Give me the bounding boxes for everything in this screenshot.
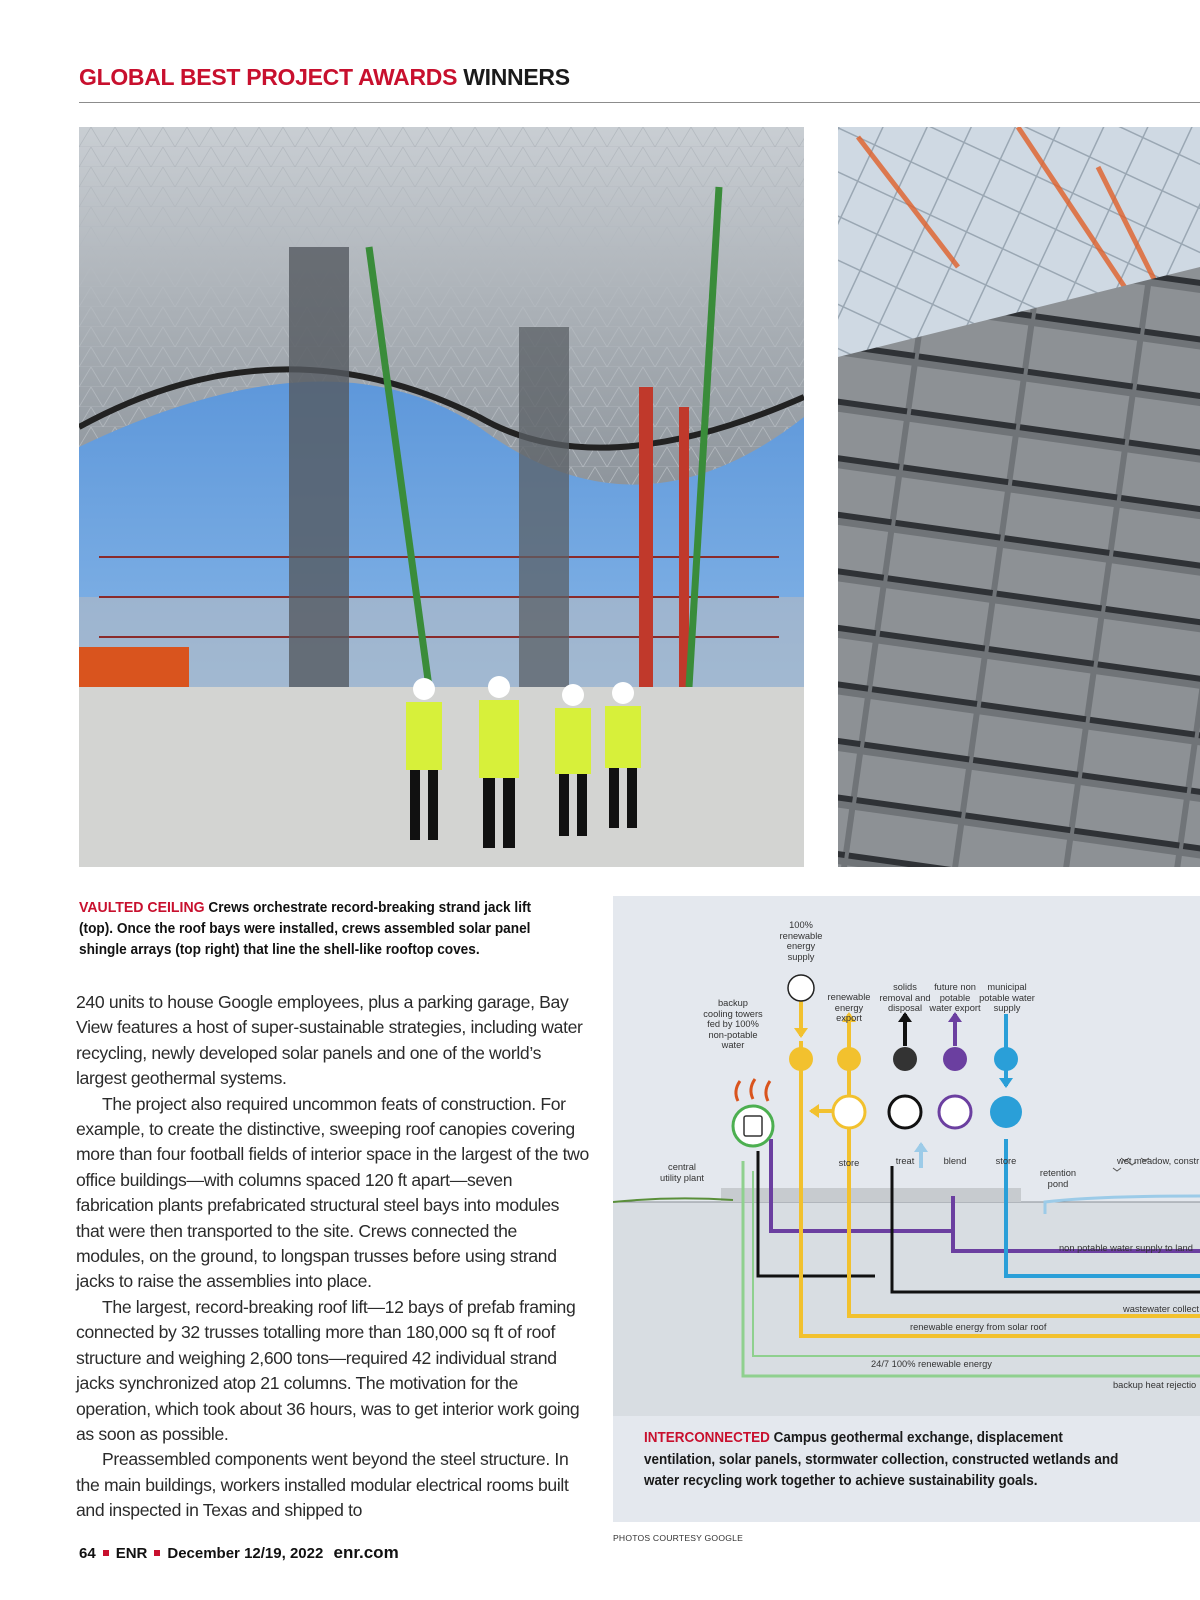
section-title-black: WINNERS <box>463 64 570 90</box>
label-backup-heat: backup heat rejectio <box>1113 1380 1197 1390</box>
label-retention-pond: retention pond <box>1039 1168 1077 1189</box>
sustainability-diagram <box>613 896 1200 1522</box>
label-blend: blend <box>943 1156 967 1166</box>
photo-credit: PHOTOS COURTESY GOOGLE <box>613 1533 743 1543</box>
label-renewable-supply: 100% renewable energy supply <box>779 920 823 962</box>
photo-caption-kicker: VAULTED CEILING <box>79 899 205 916</box>
label-renewable-export: renewable energy export <box>827 992 871 1023</box>
article-paragraph: 240 units to house Google employees, plus a parking garage, Bay View features a host of super-sustainable strategies, including water recycling, newly developed solar panels and one of the world’s largest geothermal systems. <box>76 992 583 1089</box>
photo-vaulted-ceiling-illustration <box>79 127 804 867</box>
label-treat: treat <box>895 1156 915 1166</box>
photo-solar-shingles <box>838 127 1200 867</box>
label-renewable-247: 24/7 100% renewable energy <box>871 1359 992 1369</box>
diagram-caption <box>644 1428 1128 1493</box>
footer-magazine: ENR <box>115 1545 148 1562</box>
label-wet-meadow: wet meadow, constr <box>1117 1156 1200 1166</box>
article-paragraph: Preassembled components went beyond the steel structure. In the main buildings, workers installed modular electrical rooms built and inspected in Texas and shipped to <box>76 1449 569 1521</box>
photo-caption-text: Crews orchestrate record-breaking strand jack lift (top). Once the roof bays were installed, crews assembled solar panel shingle arrays (top right) that line the shell-like rooftop coves. <box>79 900 532 958</box>
diagram-caption-text: Campus geothermal exchange, displacement ventilation, solar panels, stormwater collection, constructed wetlands and water recycling work together to achieve sustainability goals. <box>644 1430 1119 1489</box>
footer-date: December 12/19, 2022 <box>167 1545 324 1562</box>
label-solar-roof: renewable energy from solar roof <box>910 1322 1047 1332</box>
label-backup-cooling: backup cooling towers fed by 100% non-potable water <box>703 998 763 1050</box>
section-title-red: GLOBAL BEST PROJECT AWARDS <box>79 64 458 90</box>
label-solids-removal: solids removal and disposal <box>879 982 931 1013</box>
article-body <box>76 990 590 1524</box>
page-footer <box>79 1543 399 1563</box>
footer-page-number: 64 <box>79 1545 96 1562</box>
section-header <box>79 64 570 91</box>
article-paragraph: The project also required uncommon feats of construction. For example, to create the distinctive, sweeping roof canopies covering more than four football fields of interior space in the largest of the two office buildings—with columns spaced 120 ft apart—seven fabrication plants prefabricated structural steel bays into modules that were then transported to the site. Crews connected the modules, on the ground, to longspan trusses before using strand jacks to raise the assemblies into place. <box>76 1093 589 1292</box>
label-municipal-potable: municipal potable water supply <box>979 982 1035 1013</box>
label-nonpotable-supply: non potable water supply to land <box>1059 1243 1193 1253</box>
label-wastewater: wastewater collect <box>1123 1304 1199 1314</box>
label-central-plant: central utility plant <box>660 1162 704 1183</box>
article-paragraph: The largest, record-breaking roof lift—12 bays of prefab framing connected by 32 trusses totalling more than 180,000 sq ft of roof structure and weighing 2,600 tons—required 42 individual strand jacks synchronized atop 21 columns. The motivation for the operation, which took about 36 hours, was to get interior work going as soon as possible. <box>76 1296 580 1444</box>
header-rule <box>79 102 1200 103</box>
label-future-nonpotable: future non potable water export <box>929 982 981 1013</box>
photo-vaulted-ceiling <box>79 127 804 867</box>
photo-solar-shingles-illustration <box>838 127 1200 867</box>
label-store-water: store <box>995 1156 1017 1166</box>
photo-caption <box>79 897 540 961</box>
footer-separator <box>103 1550 109 1556</box>
footer-site-link[interactable]: enr.com <box>333 1543 399 1562</box>
footer-separator <box>154 1550 160 1556</box>
label-store-energy: store <box>838 1158 860 1168</box>
diagram-caption-kicker: INTERCONNECTED <box>644 1430 770 1446</box>
